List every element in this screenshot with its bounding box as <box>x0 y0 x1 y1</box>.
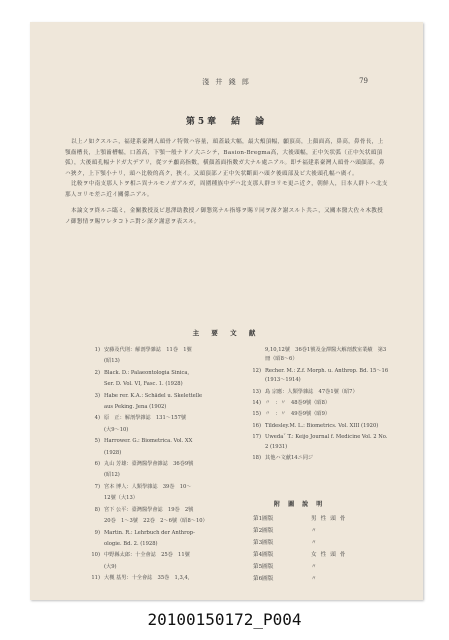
plate-list <box>253 514 371 586</box>
reference-entry <box>243 410 389 419</box>
plate-row <box>253 514 371 526</box>
reference-entry <box>82 403 240 412</box>
reference-number: 16) <box>252 422 261 429</box>
catalog-id: 20100150172_P004 <box>147 610 302 629</box>
reference-text: 中野縣太郎：十全會誌 25巻 11號 <box>104 552 190 559</box>
reference-number: 9) <box>94 529 100 536</box>
reference-entry <box>82 551 240 560</box>
plate-number: 第5圖版 <box>253 564 274 570</box>
reference-text: (大9) <box>104 563 117 570</box>
reference-text: 20巻 1～3號 22巻 2～6號（昭8～10） <box>104 518 208 525</box>
reference-entry <box>243 367 389 386</box>
reference-entry <box>82 426 240 435</box>
reference-entry <box>243 399 389 408</box>
reference-text: 原 正：解剖學雜誌 131～157號 <box>104 415 187 422</box>
reference-text: Recher. M.: Z.f. Morph. u. Anthrop. Bd. 15～16 (1913～1914) <box>265 367 389 384</box>
reference-text: (1928) <box>104 449 122 456</box>
reference-entry <box>82 369 240 378</box>
reference-number: 8) <box>94 506 100 513</box>
reference-entry <box>82 460 240 469</box>
reference-text: 丸山 芳雄：臺灣醫學會雜誌 36巻9號 <box>104 461 194 468</box>
body-text <box>65 137 388 227</box>
plate-number: 第6圖版 <box>253 576 274 582</box>
reference-text: Martin. R.: Lehrbuch der Anthrop- <box>104 529 195 536</box>
reference-entry <box>82 414 240 423</box>
reference-entry <box>82 506 240 515</box>
reference-entry <box>82 380 240 389</box>
reference-text: (昭13) <box>104 358 120 365</box>
reference-text: Habe rer. K.A.: Schädel u. Skelettelle <box>104 392 203 399</box>
reference-entry <box>82 529 240 538</box>
reference-entry <box>243 346 389 365</box>
reference-text: 大槻 基男：十全會誌 35巻 1,3,4, <box>104 575 190 582</box>
reference-text: Ser. D. Vol. VI, Fasc. 1. (1928) <box>104 381 183 388</box>
reference-text: 9,10,12號 36巻1號及金澤醫大解剖教室業績 第3冊（昭8～6） <box>265 347 387 363</box>
plate-row <box>253 538 371 550</box>
reference-text: 安藤及代則：解剖學雜誌 11巻 1號 <box>104 347 192 353</box>
reference-entry <box>243 388 389 397</box>
reference-number: 4) <box>94 415 100 422</box>
acknowledgement-paragraph: 本論文ヲ終ルニ臨ミ，金關教授及ビ恩澤助教授ノ御懇篤ナル指導ヲ賜リ同ヲ深ク謝スルト共ニ，又關本醫大佐々木教授ノ御懇情ヲ賜ワレタコトニ對シ深ク謝意ヲ表スル。 <box>65 208 384 225</box>
reference-number: 3) <box>94 392 100 399</box>
reference-text: ologie. Bd. 2. (1928) <box>104 540 158 547</box>
reference-number: 7) <box>94 483 100 490</box>
reference-number: 11) <box>91 575 100 582</box>
reference-entry <box>82 471 240 480</box>
reference-text: Harrower. G.: Biometrica. Vol. XX <box>104 438 193 445</box>
reference-text: Uwedaˇ T.: Keijo Journal f. Medicine Vol. 2 No. 2 (1931) <box>265 434 388 450</box>
reference-entry <box>82 563 240 572</box>
reference-text: (昭12) <box>104 472 120 479</box>
plate-row <box>253 550 371 562</box>
reference-entry <box>82 357 240 366</box>
reference-number: 10) <box>91 552 100 559</box>
reference-entry <box>82 540 240 549</box>
reference-text: 宮本 博人：人類學雜誌 39巻 10～ <box>104 483 192 490</box>
appendix-title: 附 圖 說 明 <box>274 501 326 508</box>
reference-text: Tildesley.M. L.: Biometrics. Vol. XIII (1920) <box>265 422 379 429</box>
paragraph: 以上ノ如クスルニ，福建系臺灣人頭骨ノ特徵ハ容量，頭蓋最大幅，最大頰頂幅，顱頂高，上顔面高，鼻高，鼻骨長，上顎齒槽長，上顎齒槽幅，口蓋高，下顎一般ナドノ大ニシテ，Basion-Bregma高，大後頭幅，正中矢状弧（正中矢状頭頂弧），大後頭孔幅ナドガ大デアリ，從ツテ顱高指數，横顔蓋面指數ガ大ナル處ニアル。即チ福建系臺灣人頭骨ハ頭顔部，鼻ハ狹ク，上下顎小ナリ，頭ハ比較的高ク，狹イ。又頭頂部ノ正中矢状斷面ハ頭ク後頭部及ビ大後頭孔幅ハ廣イ。 <box>65 139 385 177</box>
reference-text: 12號（大13） <box>104 495 138 502</box>
reference-entry <box>243 433 389 452</box>
plate-number: 第1圖版 <box>253 516 274 522</box>
plate-description: 〃 <box>311 540 321 546</box>
paragraph: 比較ヲ中南支那人トヲ相ニ異ナルモノガアルガ，周圍種族中デハ北支那人群ヨリモ更ニ近ク，朝鮮人，日本人群トハ北支那人ヨリモ差ニ近イ關係ニアル。 <box>65 181 388 198</box>
references-left-column <box>82 346 240 586</box>
plate-row <box>253 526 371 538</box>
reference-number: 18) <box>252 455 261 462</box>
reference-entry <box>82 437 240 446</box>
plate-description: 男性頭骨 <box>311 516 350 522</box>
reference-text: (大9～10) <box>104 426 129 433</box>
reference-entry <box>82 517 240 526</box>
running-head: 淺 井 錢 郎 <box>202 78 251 86</box>
reference-entry <box>82 494 240 503</box>
reference-number: 12) <box>252 367 261 374</box>
reference-entry <box>82 449 240 458</box>
reference-entry <box>82 392 240 401</box>
page-header <box>30 77 423 91</box>
plate-number: 第3圖版 <box>253 540 274 546</box>
page-number: 79 <box>359 77 368 85</box>
reference-entry <box>82 574 240 583</box>
reference-text: Black. D.: Palaeontologia Sinica, <box>104 369 190 376</box>
reference-number: 1) <box>94 347 100 353</box>
reference-entry <box>82 346 240 355</box>
reference-text: 其他ハ文献14ニ同ジ <box>265 455 314 462</box>
plate-description: 女性頭骨 <box>311 552 350 558</box>
reference-entry <box>243 422 389 431</box>
scanned-page <box>30 22 423 600</box>
plate-description: 〃 <box>311 564 321 570</box>
reference-number: 2) <box>94 369 100 376</box>
reference-text: 島 宗應：人類學雜誌 47巻1號（昭7） <box>265 388 358 395</box>
reference-number: 6) <box>94 461 100 468</box>
plate-description: 〃 <box>311 528 321 534</box>
reference-text: aus Peking. Jena (1902) <box>104 404 167 411</box>
reference-number: 15) <box>252 411 261 418</box>
reference-number: 14) <box>252 400 261 407</box>
chapter-title: 第5章 結 論 <box>185 117 268 127</box>
reference-entry <box>243 454 389 463</box>
reference-entry <box>82 483 240 492</box>
plate-row <box>253 562 371 574</box>
reference-number: 13) <box>252 388 261 395</box>
references-title: 主 要 文 献 <box>192 329 261 337</box>
reference-number: 17) <box>252 434 261 441</box>
plate-row <box>253 574 371 586</box>
references-right-column <box>243 346 389 465</box>
plate-number: 第2圖版 <box>253 528 274 534</box>
reference-text: 〃 ：〃 48巻9號（昭8） <box>265 400 331 407</box>
plate-number: 第4圖版 <box>253 552 274 558</box>
reference-number: 5) <box>94 438 100 445</box>
plate-description: 〃 <box>311 576 321 582</box>
reference-text: 〃 ：〃 49巻9號（昭9） <box>265 411 331 418</box>
reference-text: 宮下 公平：臺灣醫學會誌 19巻 2號 <box>104 506 194 513</box>
